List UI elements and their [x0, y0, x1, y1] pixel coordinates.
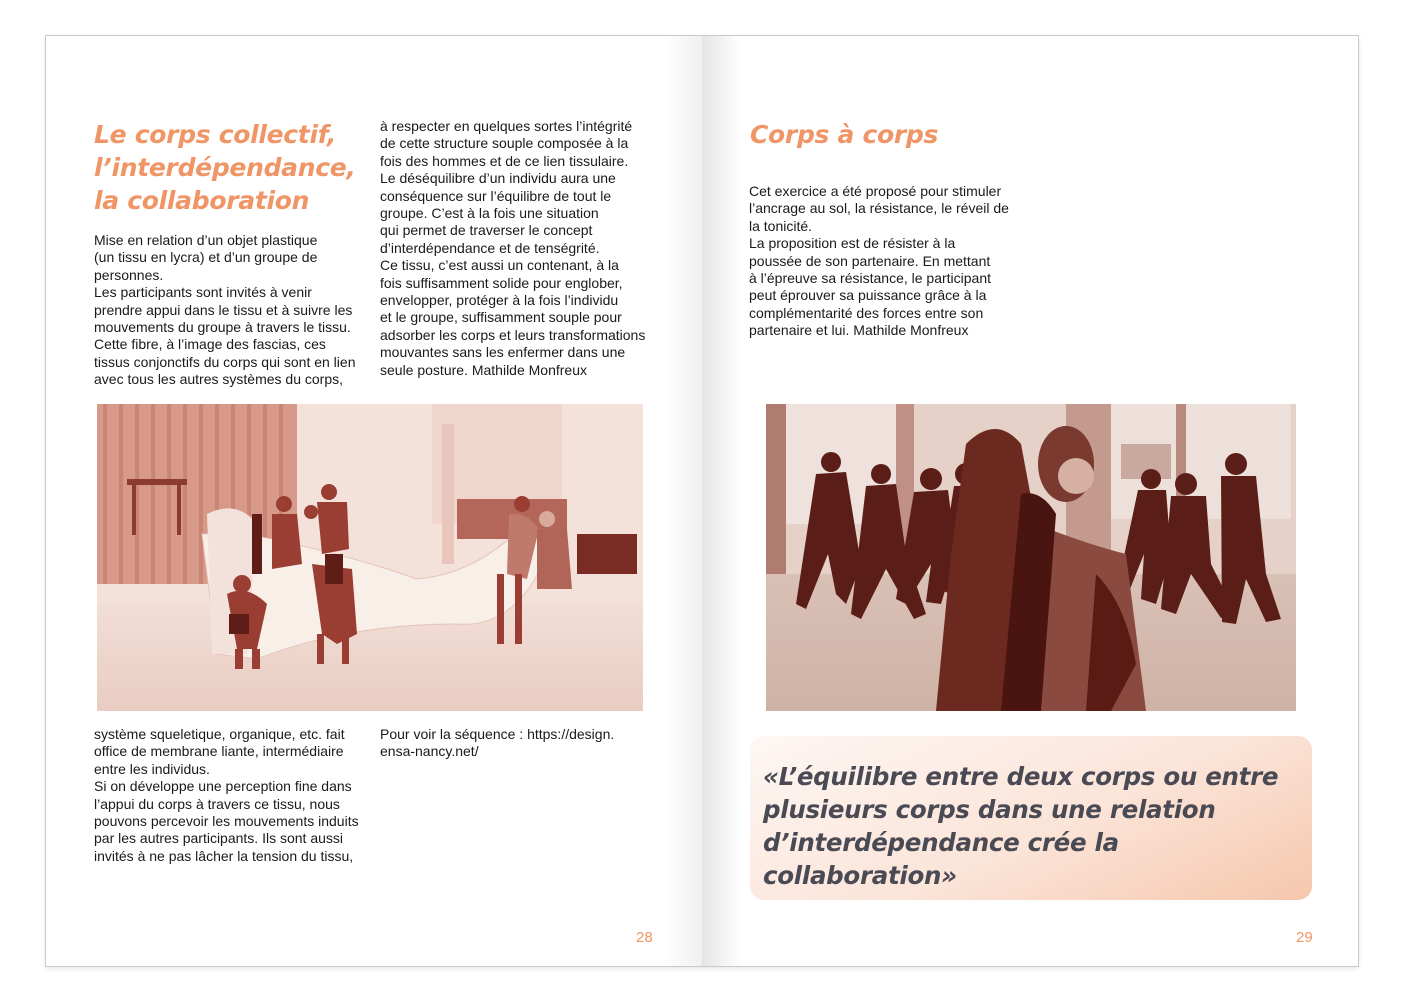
page-number-left: 28	[636, 929, 653, 946]
page-right	[702, 36, 1358, 966]
right-body-text: Cet exercice a été proposé pour stimuler l’ancrage au sol, la résistance, le réveil de la tonicité. La proposition est de résister à la poussée de son partenaire. En mettant à l’épreuve sa résistance, le participant peut éprouver sa puissance grâce à la complémentarité des forces entre son partenaire et lui. Mathilde Monfreux	[749, 183, 1009, 339]
left-col2-top-text: à respecter en quelques sortes l’intégrité de cette structure souple composée à la fois des hommes et de ce lien tissulaire. Le déséquilibre d’un individu aura une conséquence sur l’équilibre de tout le groupe. C’est à la fois une situation qui permet de traverser le concept d’interdépendance et de tenségrité. Ce tissu, c’est aussi un contenant, à la fois suffisamment solide pour englober, envelopper, protéger à la fois l’individu et le groupe, suffisamment souple pour adsorber les corps et leurs transformations mouvantes sans les enfermer dans une seule posture. Mathilde Monfreux	[380, 118, 646, 378]
left-col1-top-text: Mise en relation d’un objet plastique (un tissu en lycra) et d’un groupe de personnes. Les participants sont invités à venir prendre appui dans le tissu et à suivre les mouvements du groupe à travers le tissu. Cette fibre, à l’image des fascias, ces tissus conjonctifs du corps qui sont en lien avec tous les autres systèmes du corps,	[94, 232, 356, 388]
page-number-right: 29	[1296, 929, 1313, 946]
pull-quote-box	[750, 736, 1312, 900]
left-col2-bottom-text: Pour voir la séquence : https://design. ensa-nancy.net/	[380, 726, 615, 760]
left-col1-bottom-text: système squeletique, organique, etc. fait office de membrane liante, intermédiaire entre les individus. Si on développe une perception fine dans l’appui du corps à travers ce tissu, nous pouvons percevoir les mouvements induits par les autres participants. Ils sont aussi invités à ne pas lâcher la tension du tissu,	[94, 726, 359, 864]
magazine-spread	[46, 36, 1358, 966]
gutter-shadow	[702, 36, 742, 966]
pull-quote-text: «L’équilibre entre deux corps ou entre plusieurs corps dans une relation d’interdépendance crée la collaboration»	[763, 762, 1279, 890]
corps-a-corps-photo	[766, 404, 1296, 711]
right-heading: Corps à corps	[750, 120, 939, 149]
left-heading: Le corps collectif, l’interdépendance, la collaboration	[94, 120, 356, 215]
page-left	[46, 36, 702, 966]
fabric-exercise-photo	[97, 404, 643, 711]
